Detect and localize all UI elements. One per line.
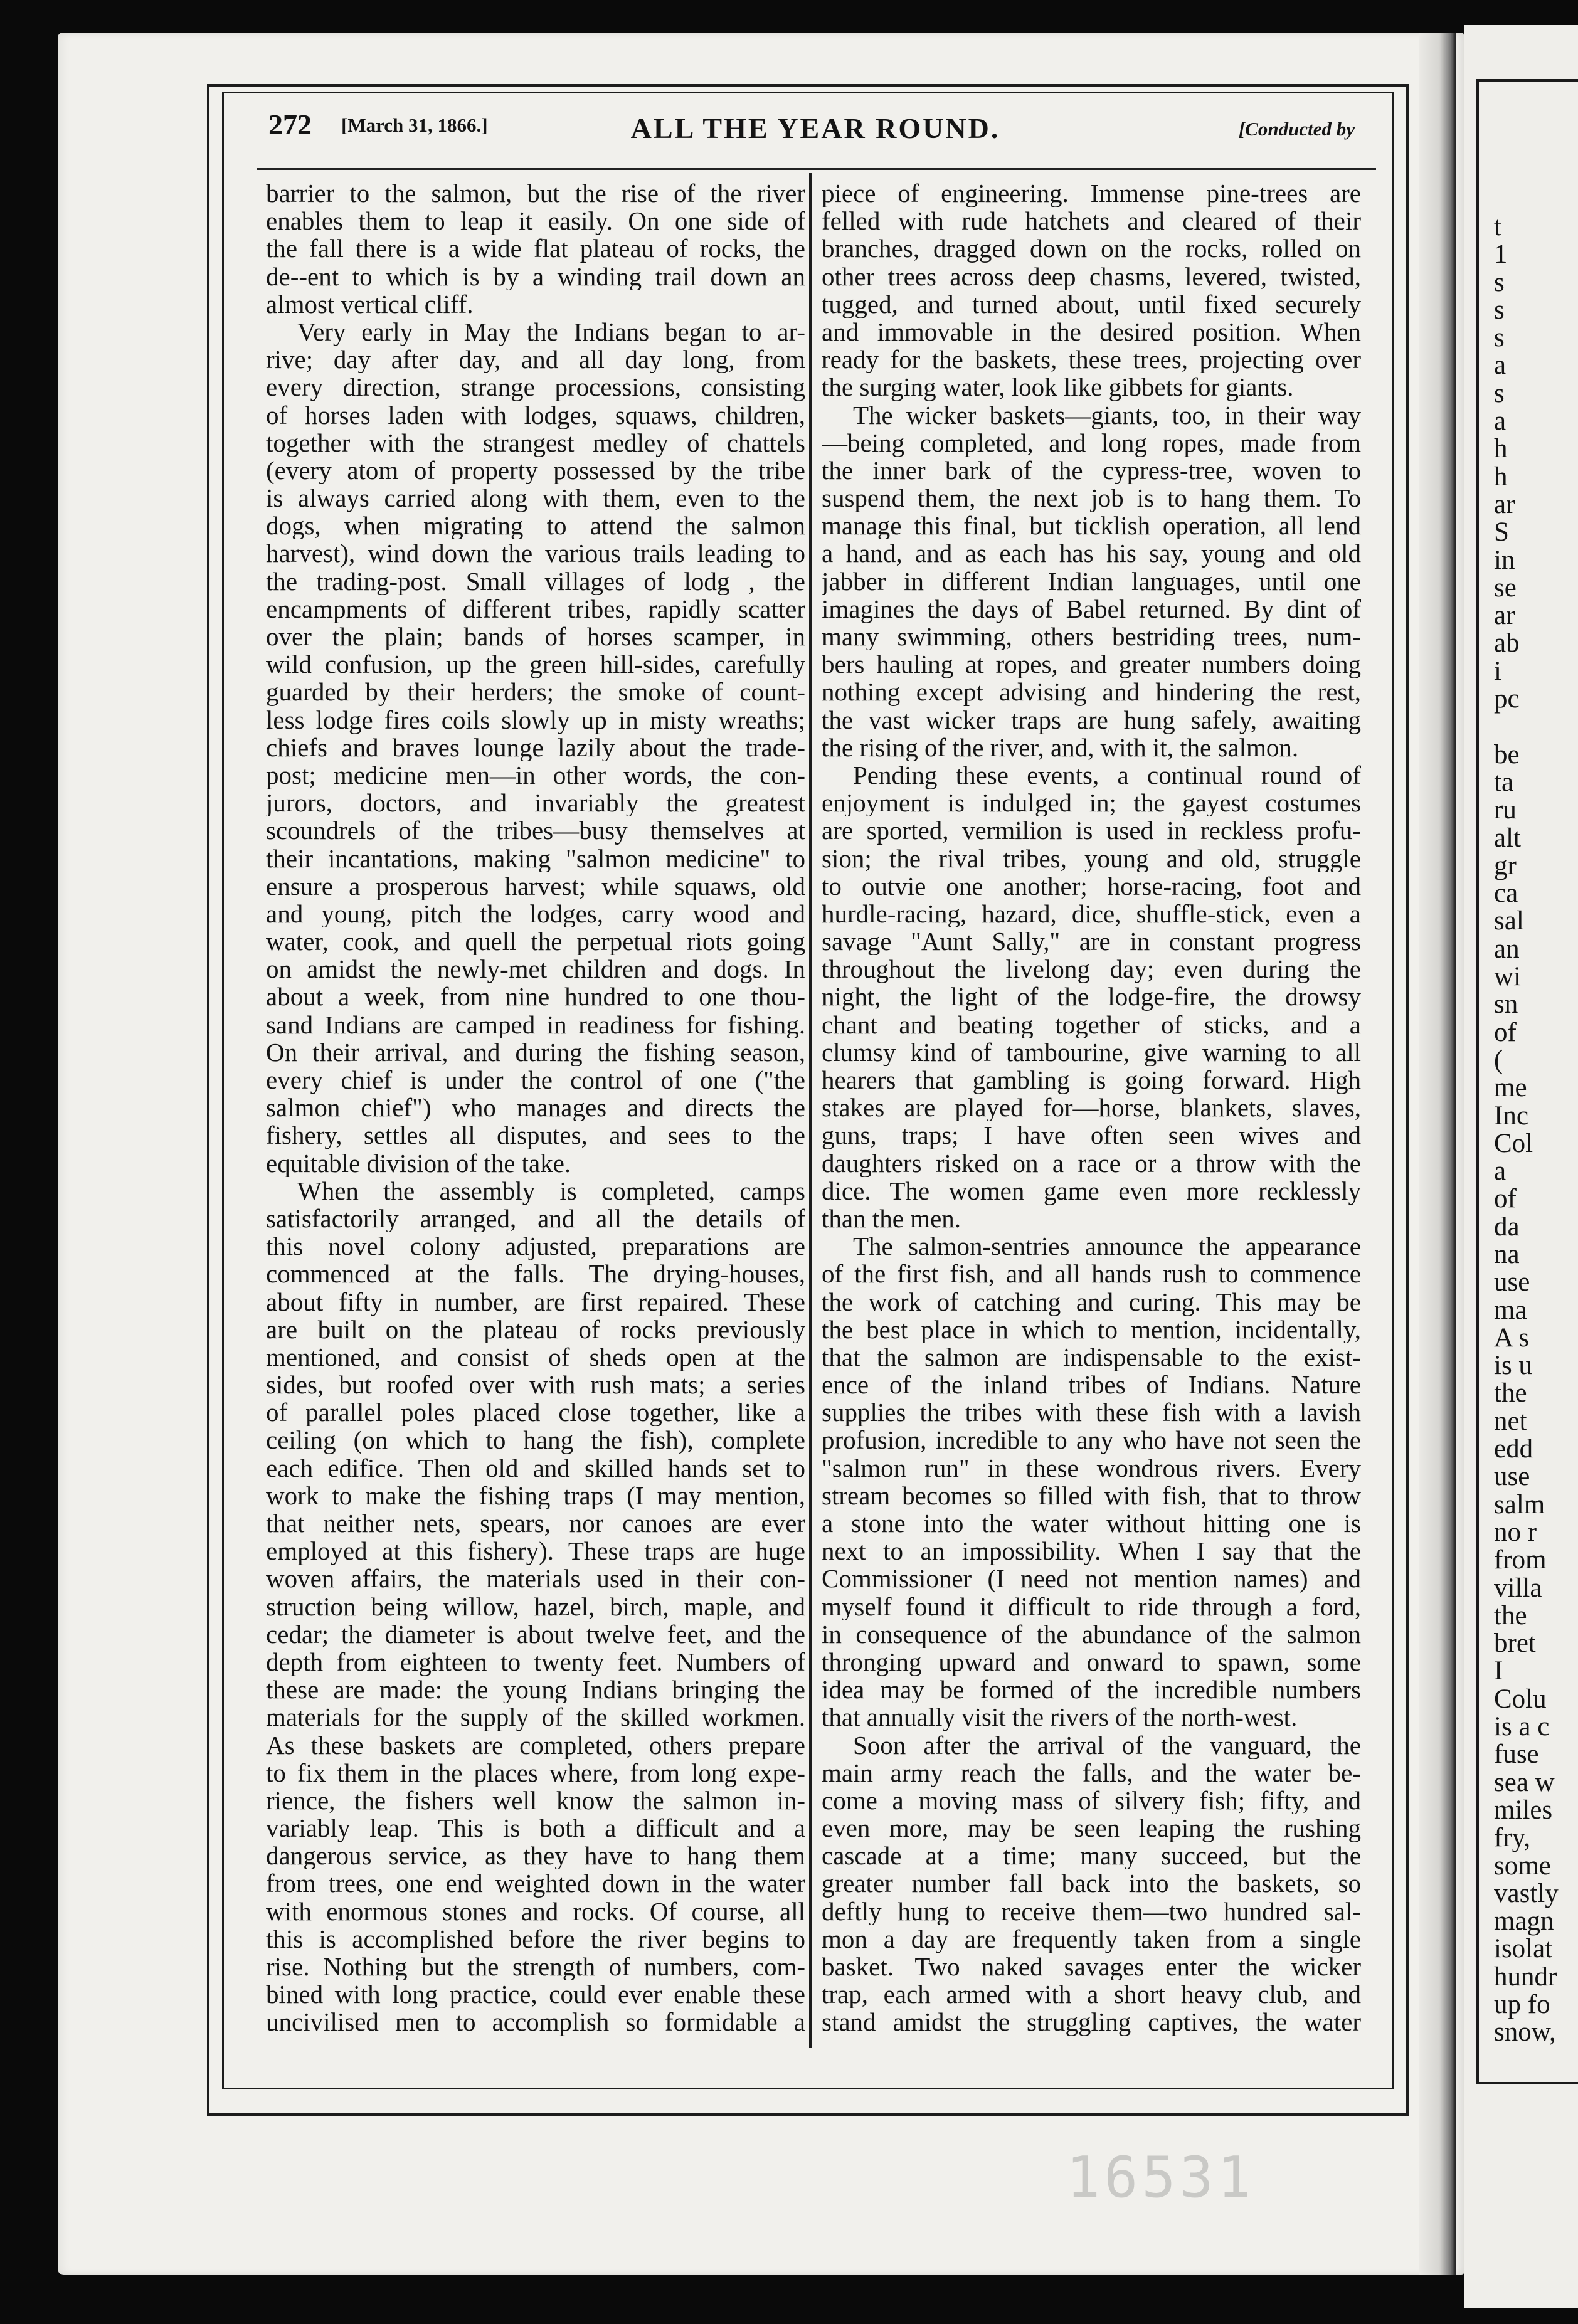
text-line: of horses laden with lodges, squaws, children, xyxy=(266,401,805,429)
adjacent-text-fragment: h xyxy=(1494,462,1508,492)
text-line: together with the strangest medley of chattels xyxy=(266,428,805,457)
adjacent-text-fragment: miles xyxy=(1494,1795,1553,1825)
text-line: cedar; the diameter is about twelve feet, and the xyxy=(266,1620,805,1648)
adjacent-text-fragment: in xyxy=(1494,545,1515,575)
text-line: to outvie one another; horse-racing, foot and xyxy=(822,872,1361,900)
adjacent-text-fragment: Colu xyxy=(1494,1684,1547,1714)
adjacent-text-fragment: ca xyxy=(1494,879,1518,909)
text-line: barrier to the salmon, but the rise of the river xyxy=(266,179,805,208)
text-line: rive; day after day, and all day long, from xyxy=(266,346,805,374)
adjacent-text-fragment: villa xyxy=(1494,1573,1542,1603)
adjacent-text-fragment: s xyxy=(1494,378,1505,408)
adjacent-text-fragment: da xyxy=(1494,1212,1520,1242)
text-column-right xyxy=(822,179,1361,2036)
adjacent-text-fragment: salm xyxy=(1494,1489,1545,1519)
adjacent-text-fragment: t xyxy=(1494,212,1501,241)
text-line: savage "Aunt Sally," are in constant progress xyxy=(822,927,1361,956)
text-line: salmon chief") who manages and directs the xyxy=(266,1094,805,1122)
adjacent-text-fragment: is u xyxy=(1494,1351,1532,1381)
adjacent-text-fragment: pc xyxy=(1494,684,1520,714)
adjacent-text-fragment: gr xyxy=(1494,850,1517,880)
text-line: Commissioner (I need not mention names) and xyxy=(822,1565,1361,1593)
text-line: harvest), wind down the various trails leading to xyxy=(266,539,805,568)
text-line: that neither nets, spears, nor canoes are ever xyxy=(266,1509,805,1538)
text-line: enjoyment is indulged in; the gayest costumes xyxy=(822,789,1361,817)
adjacent-text-fragment: magn xyxy=(1494,1906,1554,1936)
adjacent-text-fragment: ar xyxy=(1494,489,1515,519)
text-line: are built on the plateau of rocks previously xyxy=(266,1315,805,1343)
adjacent-text-fragment: the xyxy=(1494,1600,1527,1630)
text-line: sion; the rival tribes, young and old, struggle xyxy=(822,844,1361,872)
text-line: hurdle-racing, hazard, dice, shuffle-stick, even a xyxy=(822,899,1361,928)
text-line: the work of catching and curing. This may be xyxy=(822,1287,1361,1316)
text-line: on amidst the newly-met children and dogs. In xyxy=(266,955,805,983)
text-line: de--ent to which is by a winding trail down an xyxy=(266,262,805,290)
text-line: —being completed, and long ropes, made from xyxy=(822,428,1361,457)
text-line: ceiling (on which to hang the fish), complete xyxy=(266,1426,805,1454)
adjacent-text-fragment: snow, xyxy=(1494,2017,1556,2047)
text-line: guns, traps; I have often seen wives and xyxy=(822,1121,1361,1149)
text-line: each edifice. Then old and skilled hands set to xyxy=(266,1454,805,1482)
adjacent-page-text xyxy=(1494,213,1578,2047)
text-line: employed at this fishery). These traps are huge xyxy=(266,1537,805,1565)
text-line: As these baskets are completed, others prepare xyxy=(266,1731,805,1759)
text-line: daughters risked on a race or a throw with the xyxy=(822,1149,1361,1177)
text-line: encampments of different tribes, rapidly scatter xyxy=(266,594,805,623)
text-line: ensure a prosperous harvest; while squaws, old xyxy=(266,872,805,900)
text-line: about a week, from nine hundred to one thou- xyxy=(266,983,805,1011)
text-line: rise. Nothing but the strength of numbers, com- xyxy=(266,1953,805,1981)
text-line: cascade at a time; many succeed, but the xyxy=(822,1842,1361,1870)
text-line: are sported, vermilion is used in reckless profu- xyxy=(822,816,1361,845)
text-line: When the assembly is completed, camps xyxy=(297,1176,805,1205)
text-line: materials for the supply of the skilled workmen. xyxy=(266,1703,805,1731)
text-line: scoundrels of the tribes—busy themselves at xyxy=(266,816,805,845)
adjacent-text-fragment: Col xyxy=(1494,1128,1533,1158)
text-line: trap, each armed with a short heavy club, and xyxy=(822,1980,1361,2009)
book-gutter xyxy=(1419,33,1456,2275)
adjacent-text-fragment: fuse xyxy=(1494,1740,1539,1770)
text-line: equitable division of the take. xyxy=(266,1149,571,1177)
text-line: satisfactorily arranged, and all the details of xyxy=(266,1204,805,1233)
text-line: chant and beating together of sticks, and a xyxy=(822,1010,1361,1038)
text-line: stakes are played for—horse, blankets, slaves, xyxy=(822,1094,1361,1122)
text-line: wild confusion, up the green hill-sides, carefully xyxy=(266,650,805,679)
adjacent-text-fragment: up fo xyxy=(1494,1990,1550,2019)
text-line: enables them to leap it easily. On one side of xyxy=(266,207,805,235)
adjacent-text-fragment: ( xyxy=(1494,1045,1503,1075)
text-line: The wicker baskets—giants, too, in their way xyxy=(853,401,1361,429)
text-line: "salmon run" in these wondrous rivers. Every xyxy=(822,1454,1361,1482)
library-stamp: 16531 xyxy=(1066,2145,1255,2210)
text-line: the trading-post. Small villages of lodg , the xyxy=(266,567,805,595)
text-line: jabber in different Indian languages, until one xyxy=(822,567,1361,595)
text-line: fishery, settles all disputes, and sees to the xyxy=(266,1121,805,1149)
adjacent-text-fragment: s xyxy=(1494,323,1505,353)
text-column-left xyxy=(266,179,805,2036)
text-line: many swimming, others bestriding trees, num- xyxy=(822,623,1361,651)
text-line: almost vertical cliff. xyxy=(266,290,474,318)
text-line: depth from eighteen to twenty feet. Numbers of xyxy=(266,1647,805,1676)
adjacent-text-fragment: ar xyxy=(1494,601,1515,631)
text-line: On their arrival, and during the fishing season, xyxy=(266,1038,805,1066)
text-line: throughout the livelong day; even during the xyxy=(822,955,1361,983)
text-line: basket. Two naked savages enter the wicker xyxy=(822,1953,1361,1981)
text-line: than the men. xyxy=(822,1204,961,1233)
text-line: rience, the fishers well know the salmon in- xyxy=(266,1786,805,1815)
adjacent-text-fragment: na xyxy=(1494,1239,1520,1269)
text-line: Very early in May the Indians began to ar- xyxy=(297,317,805,346)
text-line: mon a day are frequently taken from a single xyxy=(822,1925,1361,1953)
adjacent-text-fragment: bret xyxy=(1494,1629,1536,1659)
text-line: variably leap. This is both a difficult and a xyxy=(266,1814,805,1842)
text-line: struction being willow, hazel, birch, maple, and xyxy=(266,1592,805,1620)
adjacent-text-fragment: ma xyxy=(1494,1295,1527,1325)
adjacent-text-fragment: s xyxy=(1494,295,1505,325)
adjacent-text-fragment: sn xyxy=(1494,990,1518,1020)
text-line: myself found it difficult to ride through a ford, xyxy=(822,1592,1361,1620)
text-line: night, the light of the lodge-fire, the drowsy xyxy=(822,983,1361,1011)
text-line: in consequence of the abundance of the salmon xyxy=(822,1620,1361,1648)
adjacent-text-fragment: some xyxy=(1494,1851,1551,1881)
text-line: the best place in which to mention, incidentally, xyxy=(822,1315,1361,1343)
text-line: a hand, and as each has his say, young and old xyxy=(822,539,1361,568)
adjacent-text-fragment: the xyxy=(1494,1378,1527,1408)
text-line: even more, may be seen leaping the rushing xyxy=(822,1814,1361,1842)
text-line: bers hauling at ropes, and greater numbers doing xyxy=(822,650,1361,679)
text-line: the rising of the river, and, with it, the salmon. xyxy=(822,733,1299,761)
text-line: about fifty in number, are first repaired. These xyxy=(266,1287,805,1316)
text-line: clumsy kind of tambourine, give warning to all xyxy=(822,1038,1361,1066)
text-line: tugged, and turned about, until fixed securely xyxy=(822,290,1361,318)
adjacent-text-fragment: a xyxy=(1494,1156,1507,1186)
adjacent-text-fragment: 1 xyxy=(1494,240,1508,270)
text-line: ence of the inland tribes of Indians. Nature xyxy=(822,1371,1361,1399)
adjacent-text-fragment: of xyxy=(1494,1184,1517,1214)
adjacent-text-fragment: ta xyxy=(1494,767,1514,797)
text-line: deftly hung to receive them—two hundred sal- xyxy=(822,1897,1361,1925)
adjacent-text-fragment: wi xyxy=(1494,962,1521,992)
adjacent-text-fragment: ru xyxy=(1494,795,1517,825)
text-line: and young, pitch the lodges, carry wood and xyxy=(266,899,805,928)
text-line: greater number fall back into the baskets, so xyxy=(822,1869,1361,1898)
text-line: the inner bark of the cypress-tree, woven to xyxy=(822,456,1361,485)
text-line: jurors, doctors, and invariably the greatest xyxy=(266,789,805,817)
text-line: that annually visit the rivers of the north-west. xyxy=(822,1703,1298,1731)
adjacent-text-fragment: ab xyxy=(1494,628,1520,658)
text-line: the vast wicker traps are hung safely, awaiting xyxy=(822,705,1361,734)
text-line: sides, but roofed over with rush mats; a series xyxy=(266,1371,805,1399)
text-line: Soon after the arrival of the vanguard, the xyxy=(853,1731,1361,1759)
adjacent-text-fragment: S xyxy=(1494,517,1509,547)
text-line: with enormous stones and rocks. Of course, all xyxy=(266,1897,805,1925)
text-line: less lodge fires coils slowly up in misty wreaths; xyxy=(266,705,805,734)
adjacent-text-fragment: alt xyxy=(1494,823,1521,853)
text-line: over the plain; bands of horses scamper, in xyxy=(266,623,805,651)
text-line: dangerous service, as they have to hang them xyxy=(266,1842,805,1870)
text-line: hearers that gambling is going forward. High xyxy=(822,1066,1361,1094)
text-line: post; medicine men—in other words, the con- xyxy=(266,761,805,790)
text-line: bined with long practice, could ever enable these xyxy=(266,1980,805,2009)
text-line: ready for the baskets, these trees, projecting over xyxy=(822,346,1361,374)
text-line: chiefs and braves lounge lazily about the trade- xyxy=(266,733,805,761)
adjacent-page xyxy=(1464,25,1578,2308)
text-line: come a moving mass of silvery fish; fifty, and xyxy=(822,1786,1361,1815)
text-line: suspend them, the next job is to hang them. To xyxy=(822,484,1361,512)
adjacent-text-fragment: vastly xyxy=(1494,1878,1559,1908)
text-line: idea may be formed of the incredible numbers xyxy=(822,1676,1361,1704)
text-line: stand amidst the struggling captives, the water xyxy=(822,2008,1361,2036)
issue-date: [March 31, 1866.] xyxy=(341,114,488,136)
adjacent-text-fragment: s xyxy=(1494,267,1505,297)
text-line: The salmon-sentries announce the appearance xyxy=(853,1232,1361,1260)
text-line: dogs, when migrating to attend the salmon xyxy=(266,512,805,540)
text-line: mentioned, and consist of sheds open at the xyxy=(266,1343,805,1371)
text-line: nothing except advising and hindering the rest, xyxy=(822,678,1361,706)
adjacent-text-fragment: a xyxy=(1494,351,1507,381)
adjacent-text-fragment: sal xyxy=(1494,906,1524,936)
adjacent-text-fragment: isolat xyxy=(1494,1934,1553,1964)
text-line: imagines the days of Babel returned. By dint of xyxy=(822,594,1361,623)
text-line: manage this final, but ticklish operation, all lend xyxy=(822,512,1361,540)
text-line: felled with rude hatchets and cleared of their xyxy=(822,207,1361,235)
adjacent-text-fragment: i xyxy=(1494,656,1501,686)
running-header xyxy=(263,108,1367,152)
adjacent-text-fragment: is a c xyxy=(1494,1712,1550,1742)
text-line: piece of engineering. Immense pine-trees are xyxy=(822,179,1361,208)
text-line: their incantations, making "salmon medicine" to xyxy=(266,844,805,872)
text-line: of the first fish, and all hands rush to commence xyxy=(822,1260,1361,1288)
adjacent-text-fragment: me xyxy=(1494,1073,1527,1103)
adjacent-text-fragment: edd xyxy=(1494,1434,1533,1464)
text-line: (every atom of property possessed by the tribe xyxy=(266,456,805,485)
text-line: the fall there is a wide flat plateau of rocks, the xyxy=(266,235,805,263)
adjacent-text-fragment: I xyxy=(1494,1656,1503,1686)
adjacent-text-fragment: use xyxy=(1494,1267,1530,1297)
text-line: work to make the fishing traps (I may mention, xyxy=(266,1481,805,1509)
text-line: every direction, strange processions, consisting xyxy=(266,373,805,401)
adjacent-text-fragment: no r xyxy=(1494,1517,1537,1547)
adjacent-text-fragment: se xyxy=(1494,573,1517,603)
text-line: profusion, incredible to any who have not seen the xyxy=(822,1426,1361,1454)
text-line: every chief is under the control of one ("the xyxy=(266,1066,805,1094)
adjacent-text-fragment: fry, xyxy=(1494,1823,1531,1853)
adjacent-text-fragment: net xyxy=(1494,1406,1527,1436)
text-line: dice. The women game even more recklessly xyxy=(822,1176,1361,1205)
adjacent-text-fragment: use xyxy=(1494,1462,1530,1492)
text-line: sand Indians are camped in readiness for fishing. xyxy=(266,1010,805,1038)
adjacent-text-fragment: from xyxy=(1494,1545,1547,1575)
text-line: branches, dragged down on the rocks, rolled on xyxy=(822,235,1361,263)
adjacent-text-fragment: h xyxy=(1494,434,1508,464)
conducted-by: [Conducted by xyxy=(1238,118,1355,140)
text-line: that the salmon are indispensable to the exist- xyxy=(822,1343,1361,1371)
publication-title: ALL THE YEAR ROUND. xyxy=(630,112,1000,144)
adjacent-text-fragment: a xyxy=(1494,406,1507,436)
text-line: this novel colony adjusted, preparations are xyxy=(266,1232,805,1260)
text-line: is always carried along with them, even to the xyxy=(266,484,805,512)
text-line: uncivilised men to accomplish so formidable a xyxy=(266,2008,805,2036)
text-line: thronging upward and onward to spawn, some xyxy=(822,1647,1361,1676)
page-number: 272 xyxy=(268,108,312,140)
text-line: a stone into the water without hitting one is xyxy=(822,1509,1361,1538)
text-line: main army reach the falls, and the water be- xyxy=(822,1758,1361,1787)
text-line: woven affairs, the materials used in their con- xyxy=(266,1565,805,1593)
text-line: from trees, one end weighted down in the water xyxy=(266,1869,805,1898)
adjacent-text-fragment: be xyxy=(1494,739,1520,769)
column-divider xyxy=(809,173,812,2048)
text-line: guarded by their herders; the smoke of count- xyxy=(266,678,805,706)
adjacent-text-fragment: hundr xyxy=(1494,1962,1557,1992)
adjacent-text-fragment: Inc xyxy=(1494,1101,1528,1131)
text-line: of parallel poles placed close together, like a xyxy=(266,1398,805,1427)
text-line: and immovable in the desired position. When xyxy=(822,317,1361,346)
text-line: these are made: the young Indians bringing the xyxy=(266,1676,805,1704)
text-line: this is accomplished before the river begins to xyxy=(266,1925,805,1953)
text-line: water, cook, and quell the perpetual riots going xyxy=(266,927,805,956)
adjacent-text-fragment xyxy=(1494,713,1578,741)
text-line: the surging water, look like gibbets for giants. xyxy=(822,373,1294,401)
text-line: other trees across deep chasms, levered, twisted, xyxy=(822,262,1361,290)
text-line: commenced at the falls. The drying-houses, xyxy=(266,1260,805,1288)
adjacent-text-fragment: sea w xyxy=(1494,1767,1555,1797)
text-line: to fix them in the places where, from long expe- xyxy=(266,1758,805,1787)
adjacent-text-fragment: of xyxy=(1494,1017,1517,1047)
header-rule xyxy=(257,168,1376,170)
text-line: next to an impossibility. When I say that the xyxy=(822,1537,1361,1565)
adjacent-text-fragment: an xyxy=(1494,934,1520,964)
text-line: Pending these events, a continual round of xyxy=(853,761,1361,790)
text-line: supplies the tribes with these fish with a lavish xyxy=(822,1398,1361,1427)
text-line: stream becomes so filled with fish, that to throw xyxy=(822,1481,1361,1509)
adjacent-text-fragment: A s xyxy=(1494,1323,1530,1353)
